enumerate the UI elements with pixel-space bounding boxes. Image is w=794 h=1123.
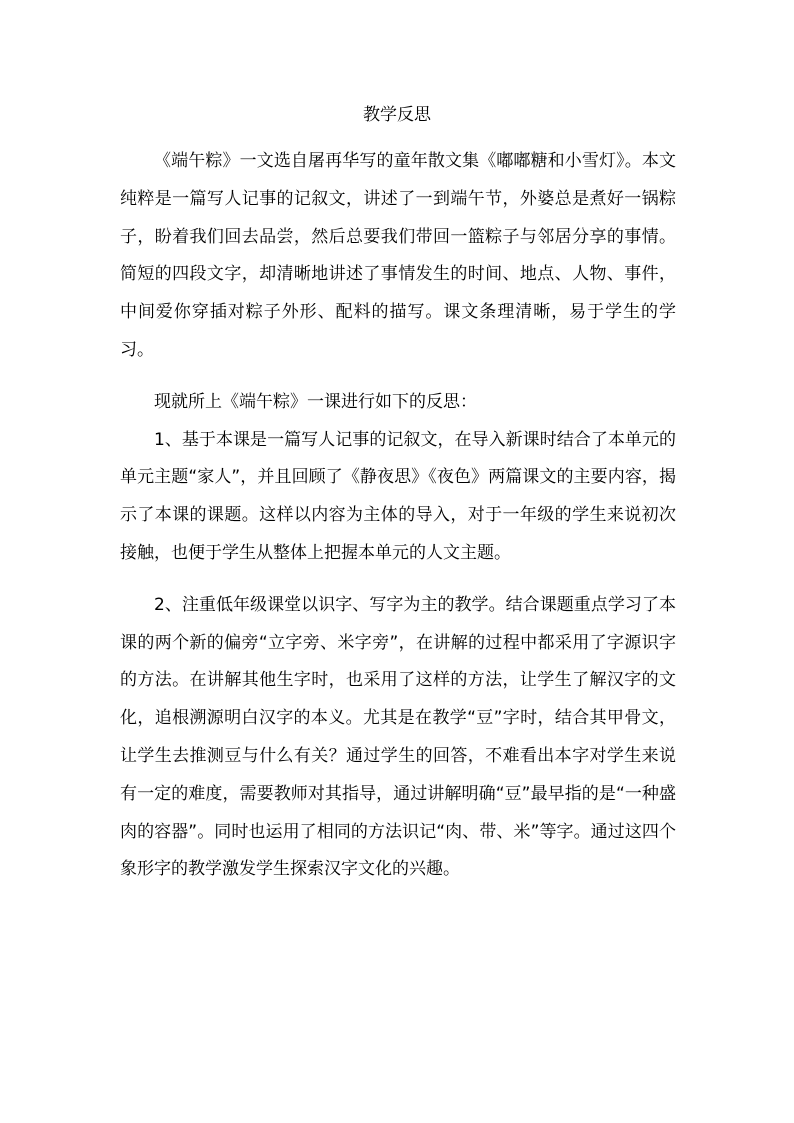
paragraph-gap [120, 573, 676, 587]
paragraph-point-1: 1、基于本课是一篇写人记事的记叙文，在导入新课时结合了本单元的单元主题“家人”，并且回顾了《静夜思》《夜色》两篇课文的主要内容，揭示了本课的课题。这样以内容为主体的导入，对于一年级的学生来说初次接触，也便于学生从整体上把握本单元的人文主题。 [120, 429, 676, 563]
document-title: 教学反思 [363, 105, 431, 125]
document-body [120, 143, 676, 889]
paragraph-gap [120, 370, 676, 384]
paragraph-reflection-lead: 现就所上《端午粽》一课进行如下的反思： [154, 391, 477, 412]
paragraph-point-2: 2、注重低年级课堂以识字、写字为主的教学。结合课题重点学习了本课的两个新的偏旁“立字旁、米字旁”，在讲解的过程中都采用了字源识字的方法。在讲解其他生字时，也采用了这样的方法，让学生了解汉字的文化，追根溯源明白汉字的本义。尤其是在教学“豆”字时，结合其甲骨文，让学生去推测豆与什么有关？通过学生的回答，不难看出本字对学生来说有一定的难度，需要教师对其指导，通过讲解明确“豆”最早指的是“一种盛肉的容器”。同时也运用了相同的方法识记“肉、带、米”等字。通过这四个象形字的教学激发学生探索汉字文化的兴趣。 [120, 594, 676, 880]
paragraph-intro: 《端午粽》一文选自屠再华写的童年散文集《嘟嘟糖和小雪灯》。本文纯粹是一篇写人记事的记叙文，讲述了一到端午节，外婆总是煮好一锅粽子，盼着我们回去品尝，然后总要我们带回一篮粽子与邻居分享的事情。简短的四段文字，却清晰地讲述了事情发生的时间、地点、人物、事件，中间爱你穿插对粽子外形、配料的描写。课文条理清晰，易于学生的学习。 [120, 151, 676, 360]
